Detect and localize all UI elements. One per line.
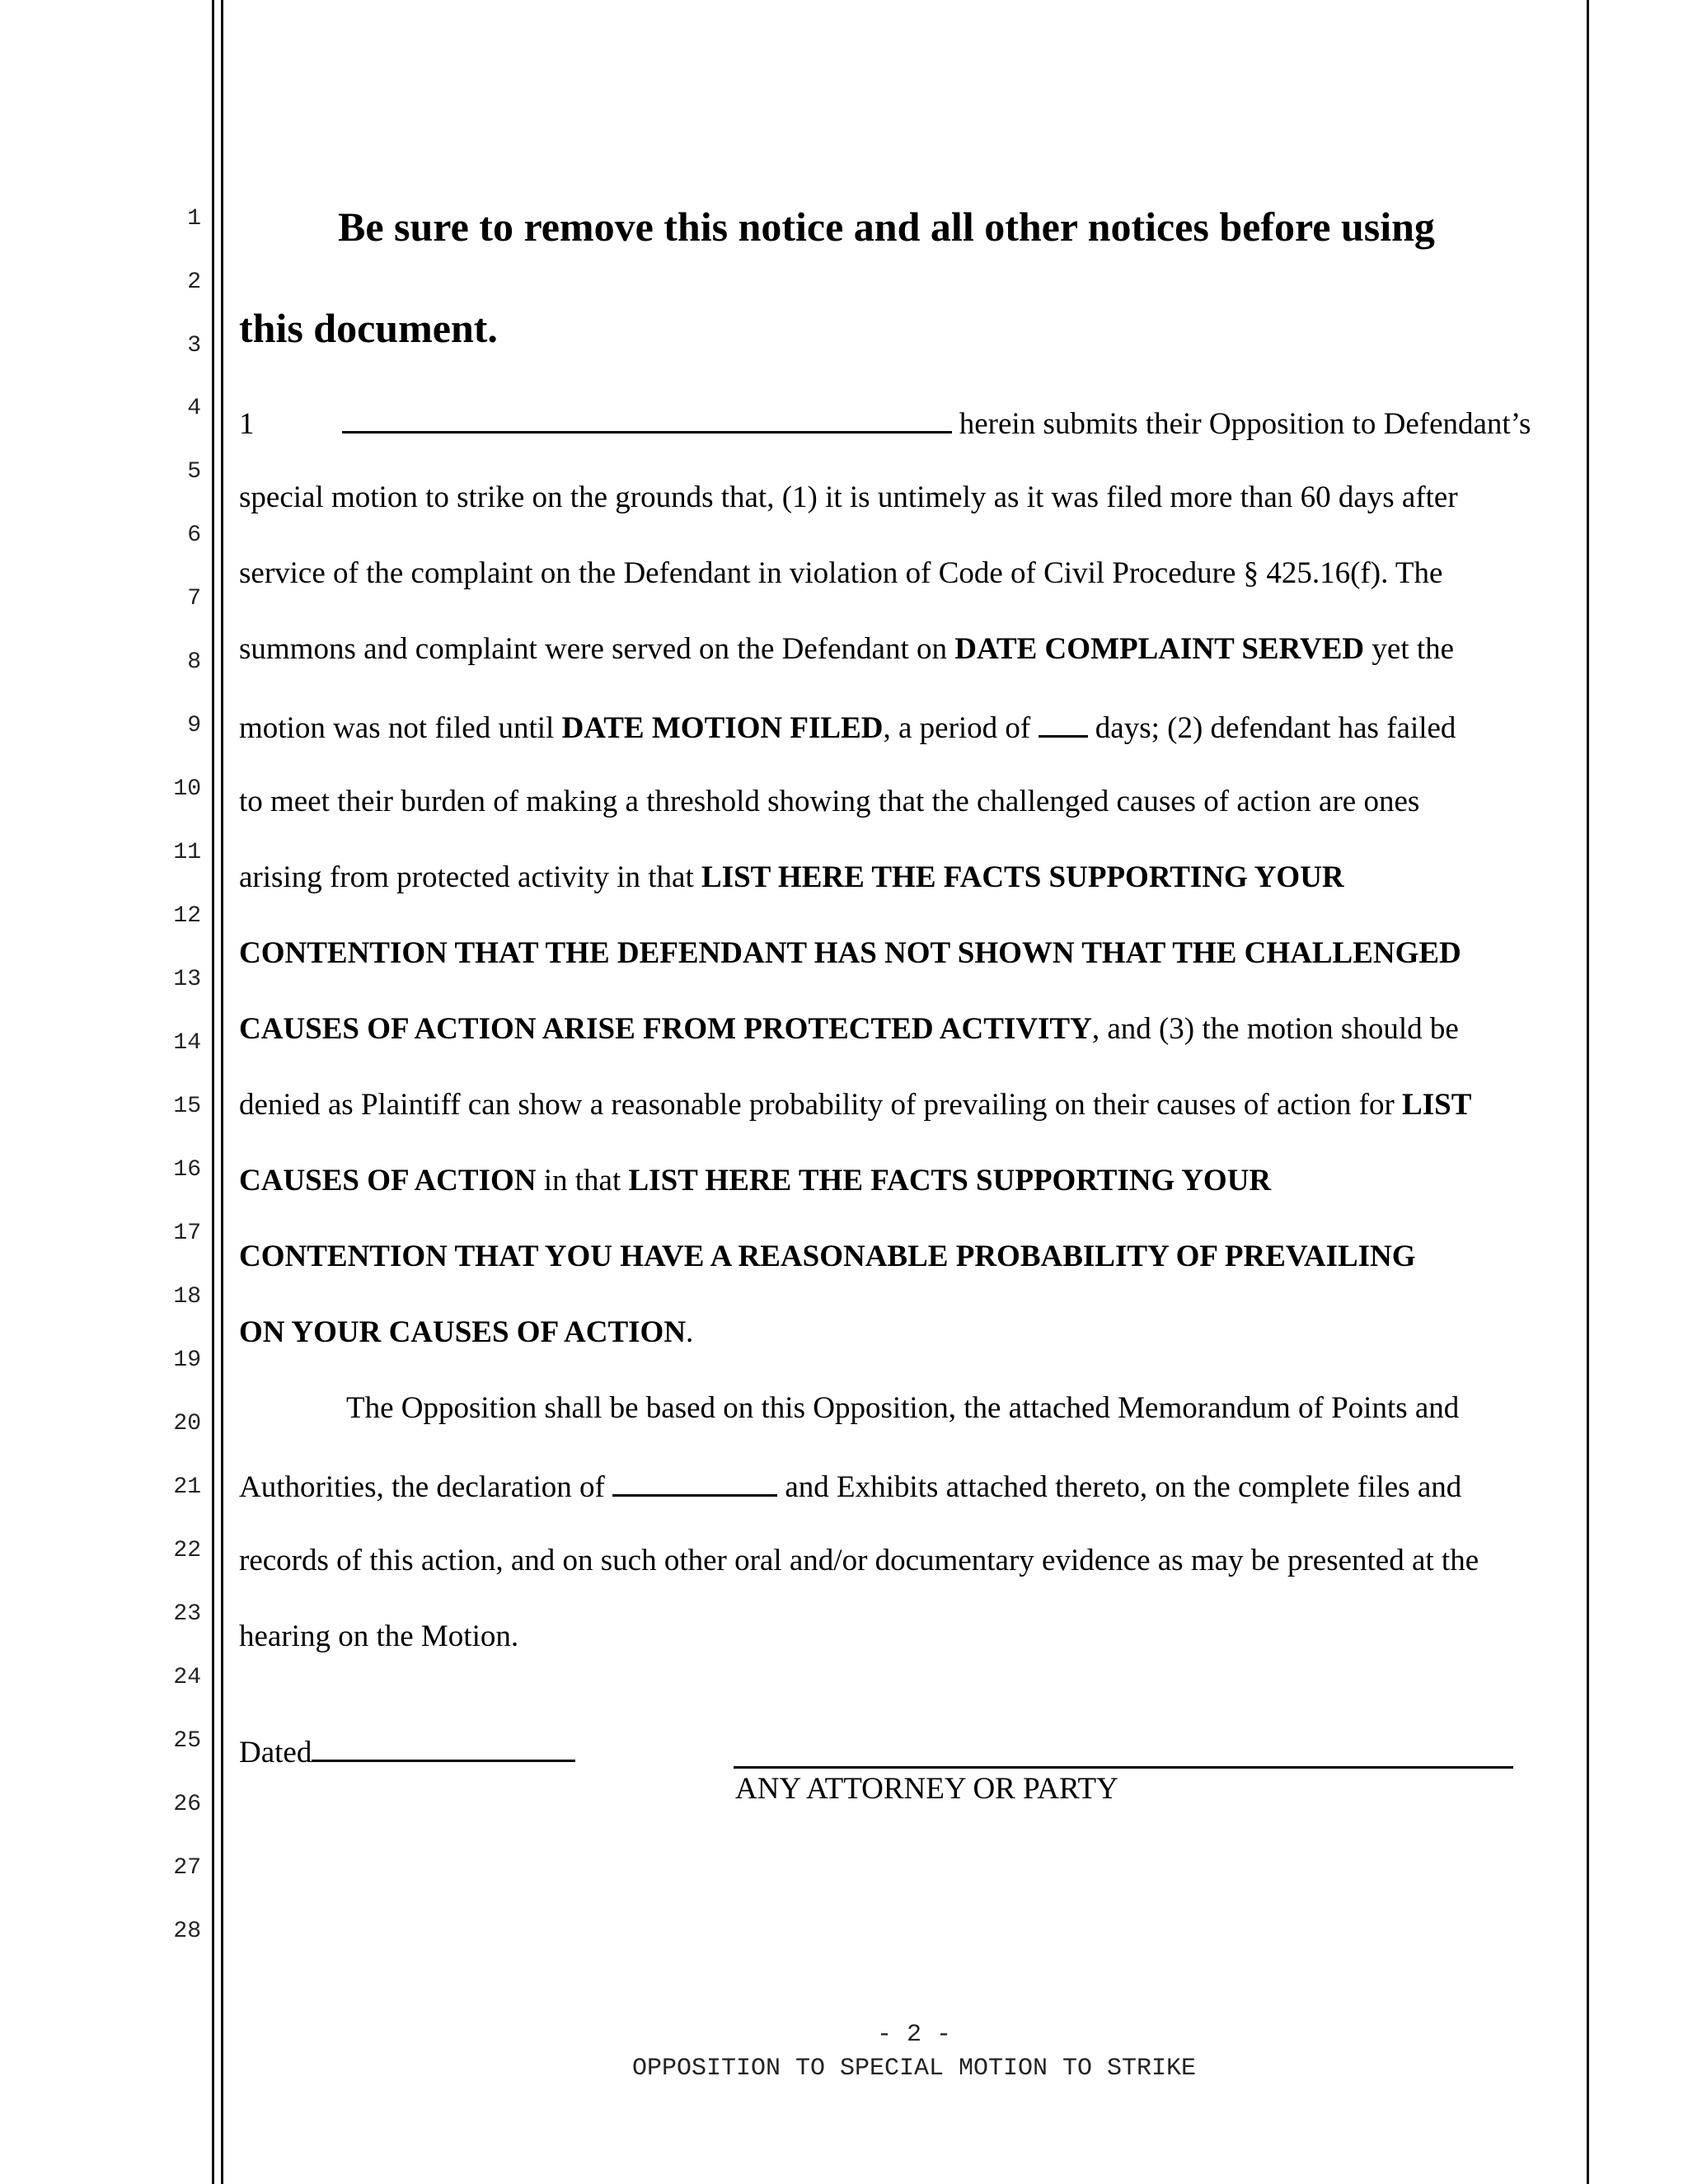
bold-placeholder: ON YOUR CAUSES OF ACTION [239,1315,687,1349]
line-number: 14 [173,1030,201,1056]
paragraph1-line13 [239,1317,693,1347]
line-number: 10 [173,776,201,802]
paragraph1-line5 [239,710,1456,743]
date-complaint-served-placeholder: DATE COMPLAINT SERVED [954,632,1365,666]
line-number: 3 [187,333,201,359]
text-run: , a period of [883,711,1039,745]
text-run: in that [536,1164,629,1197]
paragraph1-line6: to meet their burden of making a threshold showing that the challenged causes of action are ones [239,785,1420,818]
text-run: denied as Plaintiff can show a reasonable probability of prevailing on their causes of action for [239,1088,1403,1122]
line-number: 6 [187,523,201,548]
line-number: 28 [173,1919,201,1944]
notice-heading-line1: Be sure to remove this notice and all other notices before using [338,204,1435,250]
line-number: 17 [173,1221,201,1246]
date-motion-filed-placeholder: DATE MOTION FILED [561,711,884,745]
dated-label: Dated [239,1736,312,1769]
paragraph1-line4 [239,634,1454,664]
paragraph1-line10 [239,1090,1471,1120]
line-number: 16 [173,1157,201,1183]
signer-label: ANY ATTORNEY OR PARTY [735,1772,1118,1806]
paragraph1-line2: special motion to strike on the grounds that, (1) it is untimely as it was filed more than 60 days after [239,480,1458,514]
line-number: 9 [187,713,201,738]
left-margin-rule-outer [212,0,214,2184]
notice-heading-line2: this document. [239,305,498,351]
bold-placeholder: LIST HERE THE FACTS SUPPORTING YOUR [628,1164,1272,1197]
bold-placeholder: LIST [1402,1088,1472,1122]
line-number: 27 [173,1855,201,1881]
line-number: 22 [173,1538,201,1563]
paragraph1-line1 [239,406,1531,439]
line-number: 4 [187,396,201,421]
line-number: 20 [173,1411,201,1436]
right-margin-rule [1587,0,1589,2184]
text-run: summons and complaint were served on the Defendant on [239,632,955,666]
bold-placeholder: CAUSES OF ACTION [239,1164,537,1197]
line-number: 5 [187,459,201,485]
text-run: Authorities, the declaration of [239,1470,613,1504]
signature-line [734,1766,1513,1769]
paragraph2-line2 [239,1469,1461,1502]
text-run: , and (3) the motion should be [1091,1012,1459,1046]
paragraph1-line1-text: herein submits their Opposition to Defendant’s [959,407,1531,441]
text-run: yet the [1364,632,1455,666]
paragraph2-line4: hearing on the Motion. [239,1619,519,1653]
text-run: days; (2) defendant has failed [1087,711,1456,745]
line-number: 7 [187,586,201,612]
line-number: 15 [173,1094,201,1119]
line-number: 26 [173,1792,201,1817]
line-number: 8 [187,649,201,675]
text-run: arising from protected activity in that [239,860,701,894]
line-number: 11 [173,840,201,865]
line-number: 2 [187,269,201,295]
line-number: 24 [173,1665,201,1690]
text-run: and Exhibits attached thereto, on the complete files and [777,1470,1462,1504]
paragraph1-line11 [239,1165,1271,1196]
paragraph-lead-number: 1 [239,407,255,441]
paragraph2-line1: The Opposition shall be based on this Opposition, the attached Memorandum of Points and [346,1391,1460,1425]
line-number: 13 [173,967,201,992]
paragraph1-line7 [239,862,1344,893]
line-number: 19 [173,1347,201,1373]
text-run: motion was not filed until [239,711,562,745]
text-run: . [686,1315,694,1349]
paragraph1-line8: CONTENTION THAT THE DEFENDANT HAS NOT SHOWN THAT THE CHALLENGED [239,936,1461,970]
paragraph1-line12: CONTENTION THAT YOU HAVE A REASONABLE PROBABILITY OF PREVAILING [239,1240,1416,1273]
line-number: 12 [173,903,201,929]
declarant-name-blank [612,1469,777,1497]
bold-placeholder: LIST HERE THE FACTS SUPPORTING YOUR [701,860,1344,894]
plaintiff-name-blank [342,406,952,434]
line-number: 23 [173,1601,201,1627]
line-number: 21 [173,1474,201,1500]
line-number: 25 [173,1728,201,1754]
bold-placeholder: CAUSES OF ACTION ARISE FROM PROTECTED ACTIVITY [239,1012,1092,1046]
paragraph1-line9 [239,1014,1459,1044]
line-number: 18 [173,1284,201,1310]
date-blank [312,1735,575,1762]
left-margin-rule-inner [221,0,223,2184]
page-number: - 2 - [876,2021,951,2049]
paragraph1-line3: service of the complaint on the Defendant in violation of Code of Civil Procedure § 425.16(f). The [239,556,1443,590]
paragraph2-line3: records of this action, and on such other oral and/or documentary evidence as may be presented at the [239,1544,1479,1577]
days-count-blank [1039,710,1088,738]
line-number: 1 [187,206,201,232]
dated-line [239,1735,575,1768]
footer-title: OPPOSITION TO SPECIAL MOTION TO STRIKE [631,2055,1197,2083]
